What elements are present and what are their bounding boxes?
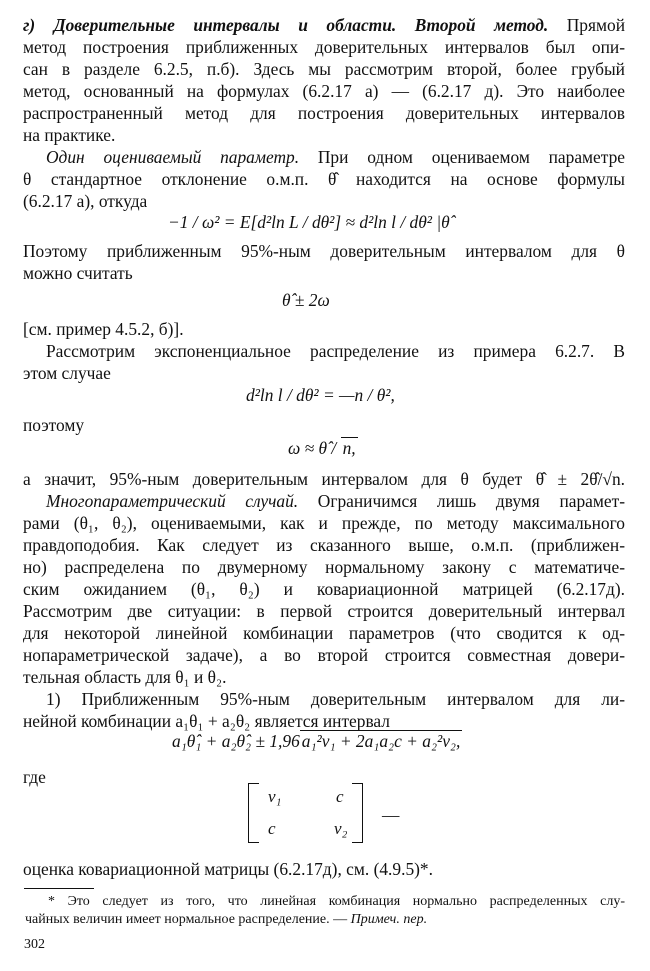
- matrix-dash: —: [382, 805, 400, 825]
- subsection-heading: Многопараметрический случай.: [46, 491, 299, 511]
- paragraph-line: на практике.: [23, 125, 116, 145]
- paragraph-line: поэтому: [23, 415, 85, 435]
- paragraph-line: рами (θ₁, θ₂), оцениваемыми, как и прежде, по методу максимального: [23, 513, 625, 533]
- section-heading: г) Доверительные интервалы и области. Второй метод.: [23, 15, 549, 35]
- covariance-matrix: [248, 783, 363, 845]
- paragraph-line: этом случае: [23, 363, 111, 383]
- paragraph-line: тельная область для θ₁ и θ₂.: [23, 667, 227, 687]
- paragraph-line: нейной комбинации a₁θ₁ + a₂θ₂ является интервал: [23, 711, 390, 731]
- paragraph-line: но) распределена по двумерному нормальному закону с математиче-: [23, 557, 625, 577]
- formula-variance: −1 / ω² = E[d²ln L / dθ²] ≈ d²ln l / dθ² |θ̂: [168, 212, 450, 232]
- left-bracket: [248, 783, 259, 843]
- paragraph-line: нопараметрической задаче), а во второй строится совместная довери-: [23, 645, 625, 665]
- paragraph-line: Многопараметрический случай. Ограничимся лишь двумя парамет-: [46, 491, 626, 511]
- formula-second-derivative: d²ln l / dθ² = —n / θ²,: [246, 385, 395, 405]
- formula-interval: θ̂ ± 2ω: [282, 290, 330, 310]
- paragraph-line: сан в разделе 6.2.5, п.б). Здесь мы рассмотрим второй, более грубый: [23, 59, 625, 79]
- formula-linear-combination-interval: a₁θ̂₁ + a₂θ̂₂ ± 1,96 a₁²v₁ + 2a₁a₂c + a₂²v₂,: [172, 731, 461, 751]
- paragraph-line: 1) Приближенным 95%-ным доверительным интервалом для ли-: [46, 689, 625, 709]
- footnote-line: чайных величин имеет нормальное распределение. — Примеч. пер.: [25, 912, 428, 927]
- paragraph-line: распространенный метод для построения доверительных интервалов: [23, 103, 625, 123]
- matrix-cell: c: [268, 819, 276, 838]
- matrix-cell: v₁: [268, 787, 282, 806]
- paragraph-line: для некоторой линейной комбинации параметров (что сводится к од-: [23, 623, 625, 643]
- paragraph-line: метод, основанный на формулах (6.2.17 а) — (6.2.17 д). Это наиболее: [23, 81, 625, 101]
- subsection-heading: Один оцениваемый параметр.: [46, 147, 300, 167]
- matrix-cell: v₂: [334, 819, 348, 838]
- paragraph-line: Поэтому приближенным 95%-ным доверительным интервалом для θ: [23, 241, 625, 261]
- matrix-cell: c: [336, 787, 344, 806]
- footnote-divider: [24, 888, 94, 889]
- paragraph-line: [см. пример 4.5.2, б)].: [23, 319, 184, 339]
- paragraph-line: Рассмотрим экспоненциальное распределение из примера 6.2.7. В: [46, 341, 625, 361]
- paragraph-line: Один оцениваемый параметр. При одном оцениваемом параметре: [46, 147, 626, 167]
- paragraph-line: где: [23, 767, 46, 787]
- paragraph-line: метод построения приближенных доверительных интервалов был опи-: [23, 37, 625, 57]
- paragraph-line: θ стандартное отклонение о.м.п. θ̂ находится на основе формулы: [23, 169, 625, 189]
- translator-note: Примеч. пер.: [350, 912, 428, 927]
- paragraph-line: а значит, 95%-ным доверительным интервалом для θ будет θ̂ ± 2θ̂/√n.: [23, 469, 625, 489]
- paragraph-line: ским ожиданием (θ₁, θ₂) и ковариационной матрицей (6.2.17д).: [23, 579, 625, 599]
- right-bracket: [352, 783, 363, 843]
- footnote-line: * Это следует из того, что линейная комбинация нормально распределенных слу-: [48, 894, 625, 909]
- page-number: 302: [24, 937, 45, 952]
- paragraph-line: оценка ковариационной матрицы (6.2.17д), см. (4.9.5)*.: [23, 859, 433, 879]
- formula-omega: ω ≈ θ̂ / n,: [288, 438, 356, 458]
- sqrt-sign: a₁²v₁ + 2a₁a₂c + a₂²v₂,: [301, 731, 461, 751]
- paragraph-line: г) Доверительные интервалы и области. Второй метод. Прямой: [23, 15, 625, 35]
- paragraph-line: (6.2.17 а), откуда: [23, 191, 148, 211]
- sqrt-sign: n,: [342, 438, 356, 458]
- paragraph-line: можно считать: [23, 263, 133, 283]
- paragraph-line: Рассмотрим две ситуации: в первой строится доверительный интервал: [23, 601, 625, 621]
- paragraph-line: правдоподобия. Как следует из сказанного выше, о.м.п. (приближен-: [23, 535, 625, 555]
